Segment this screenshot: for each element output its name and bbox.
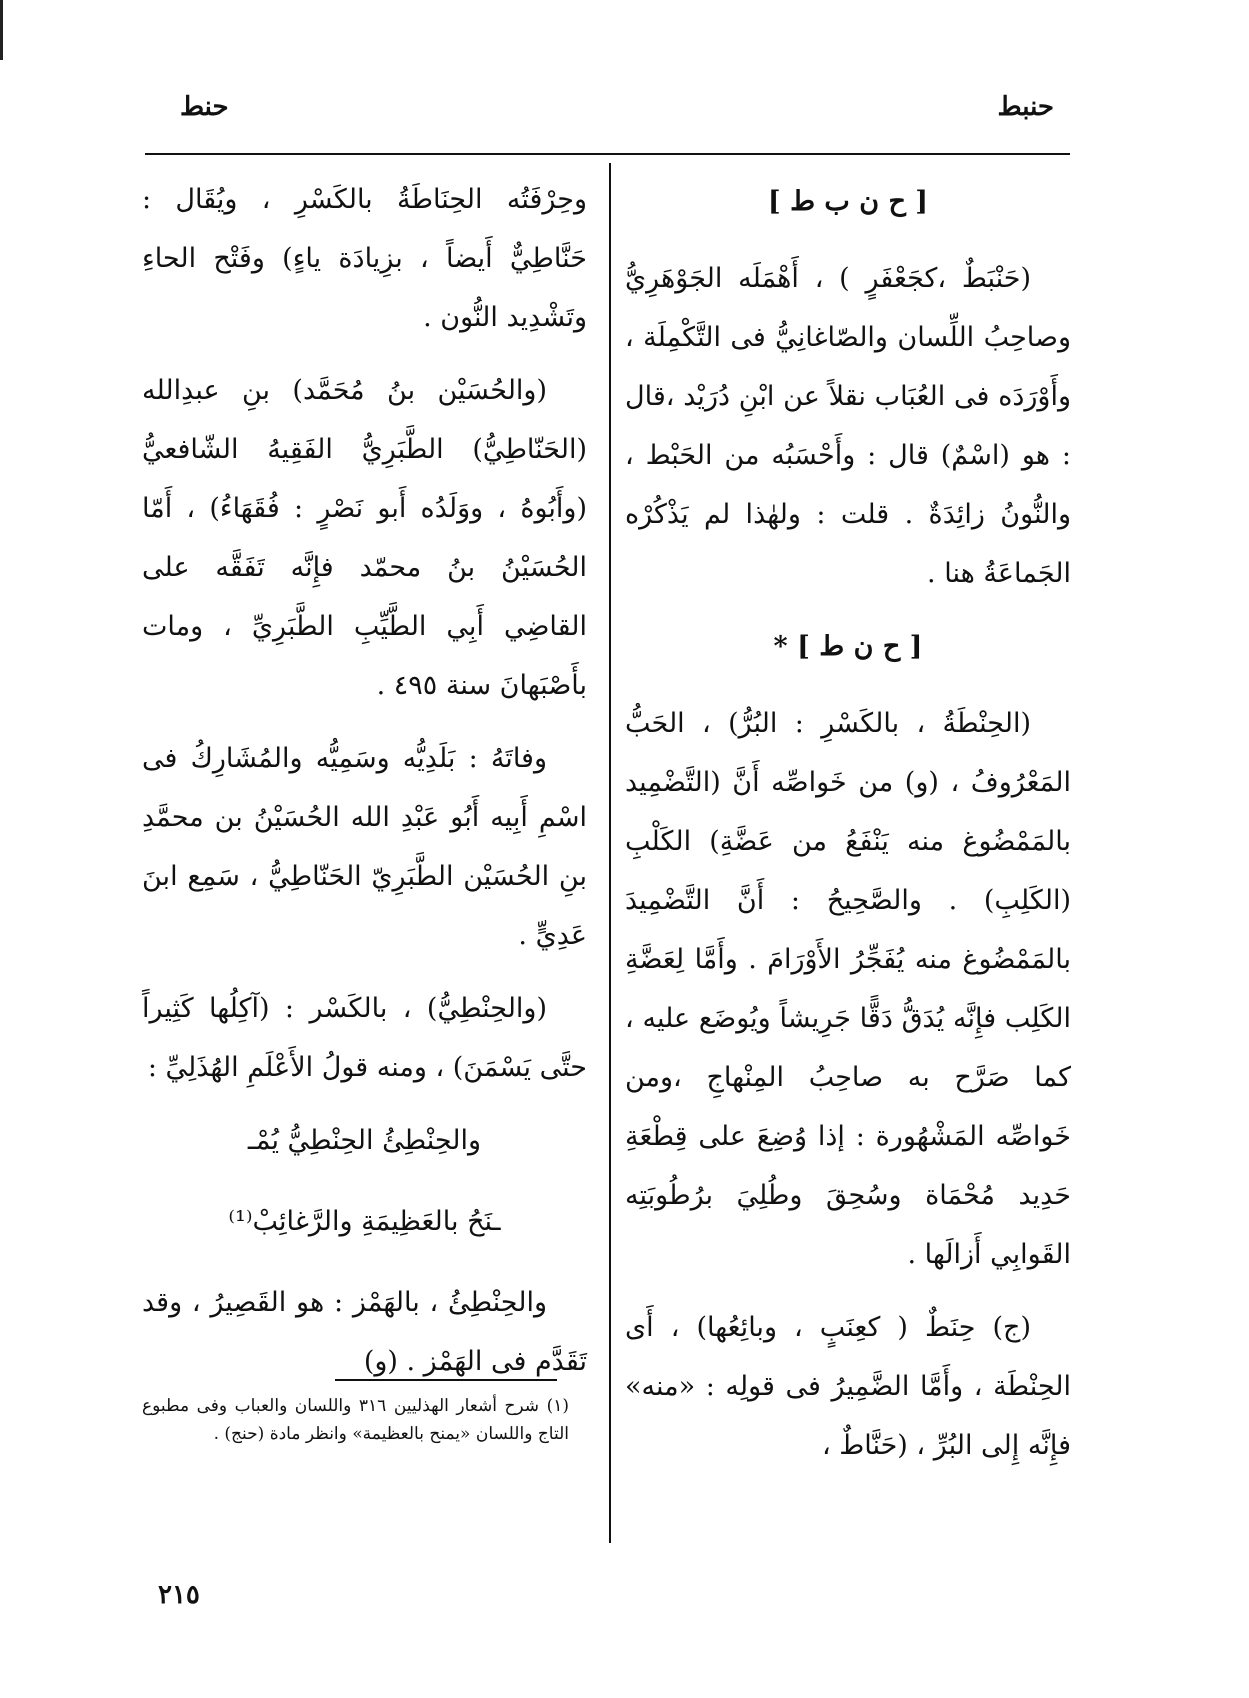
verse-line-1: والحِنْطِئُ الحِنْطِيُّ يُمْـ (247, 1125, 482, 1156)
column-divider (609, 163, 611, 1543)
entry-paragraph: (الحِنْطَةُ ، بالكَسْرِ : البُرُّ) ، الحَبُّ المَعْرُوفُ ، (و) من خَواصِّه أَنَّ (التَّضْمِيد بالمَمْضُوغ منه يَنْفَعُ من عَضَّةِ) الكَلْبِ (الكَلِبِ) . والصَّحِيحُ : أَنَّ التَّضْمِيدَ بالمَمْضُوغ منه يُفَجِّرُ الأَوْرَامَ . وأَمَّا لِعَضَّةِ الكَلِب فإِنَّه يُدَقُّ دَقًّا جَرِيشاً ويُوضَع عليه ، كما صَرَّح به صاحِبُ المِنْهاجِ ،ومن خَواصِّه المَشْهُورة : إذا وُضِعَ على قِطْعَةِ حَدِيد مُحْمَاة وسُحِقَ وطُلِيَ برُطُوبَتِه القَوابِي أَزالَها . (625, 708, 1071, 1270)
entry-paragraph: (ج) حِنَطٌ ( كعِنَبٍ ، وبائِعُها) ، أَى الحِنْطَة ، وأَمَّا الضَّمِيرُ فى قولِه : «منه» فإِنَّه إِلى البُرِّ ، (حَنَّاطٌ ، (625, 1312, 1071, 1461)
entry-paragraph: (حَنْبَطٌ ،كجَعْفَرٍ ) ، أَهْمَلَه الجَوْهَرِيُّ وصاحِبُ اللِّسان والصّاغانِيُّ فى التَّكْمِلَة ، وأَوْرَدَه فى العُبَاب نقلاً عن ابْنِ دُرَيْد ،قال : هو (اسْمٌ) قال : وأَحْسَبُه من الحَبْط ، والنُّونُ زائِدَةٌ . قلت : ولهٰذا لم يَذْكُرْه الجَماعَةُ هنا . (625, 263, 1071, 589)
left-column (142, 170, 587, 1405)
verse-line-2: ـنَحُ بالعَظِيمَةِ والرَّغائِبْ⁽¹⁾ (228, 1206, 501, 1237)
right-column (625, 168, 1071, 1489)
entry-paragraph: وحِرْفَتُه الحِنَاطَةُ بالكَسْرِ ، ويُقَال : حَنَّاطِيٌّ أَيضاً ، بزِيادَة ياءٍ) وفَتْح الحاءِ وتَشْدِيد النُّون . (142, 184, 587, 333)
footnote (142, 1392, 569, 1448)
page-number: ٢١٥ (158, 1580, 200, 1610)
entry-heading-hnbt: [ ح ن ب ط ] (767, 186, 929, 217)
scan-edge-mark (0, 0, 3, 60)
entry-heading-hnt: [ ح ن ط ] * (773, 631, 923, 662)
running-header-right: حنبط (997, 92, 1054, 122)
running-header-left: حنط (180, 92, 229, 122)
entry-paragraph: (والحِنْطِيُّ) ، بالكَسْر : (آكِلُها كَثِيراً حتَّى يَسْمَنَ) ، ومنه قولُ الأَعْلَمِ الهُذَلِيِّ : (142, 993, 587, 1083)
header-rule (145, 153, 1070, 155)
entry-paragraph: والحِنْطِئُ ، بالهَمْز : هو القَصِيرُ ، وقد تَقَدَّم فى الهَمْز . (و) (142, 1287, 587, 1377)
entry-paragraph: وفاتَهُ : بَلَدِيُّه وسَمِيُّه والمُشَارِكُ فى اسْمِ أَبِيه أَبُو عَبْدِ الله الحُسَيْنُ بن محمَّدِ بنِ الحُسَيْن الطَّبَرِيّ الحَنّاطِيُّ ، سَمِع ابنَ عَدِيٍّ . (142, 743, 587, 951)
footnote-rule (335, 1379, 557, 1381)
entry-paragraph: (والحُسَيْن بنُ مُحَمَّد) بنِ عبدِالله (الحَنّاطِيُّ) الطَّبَرِيُّ الفَقِيهُ الشّافعيُّ (وأَبُوهُ ، ووَلَدُه أَبو نَصْرٍ : فُقَهَاءُ) ، أَمّا الحُسَيْنُ بنُ محمّد فإِنَّه تَفَقَّه على القاضِي أَبِي الطَّيِّبِ الطَّبَرِيِّ ، ومات بأَصْبَهانَ سنة ٤٩٥ . (142, 375, 587, 701)
footnote-text: (١) شرح أشعار الهذليين ٣١٦ واللسان والعباب وفى مطبوع التاج واللسان «يمنح بالعظيمة» وانظر مادة (حنج) . (142, 1396, 569, 1444)
